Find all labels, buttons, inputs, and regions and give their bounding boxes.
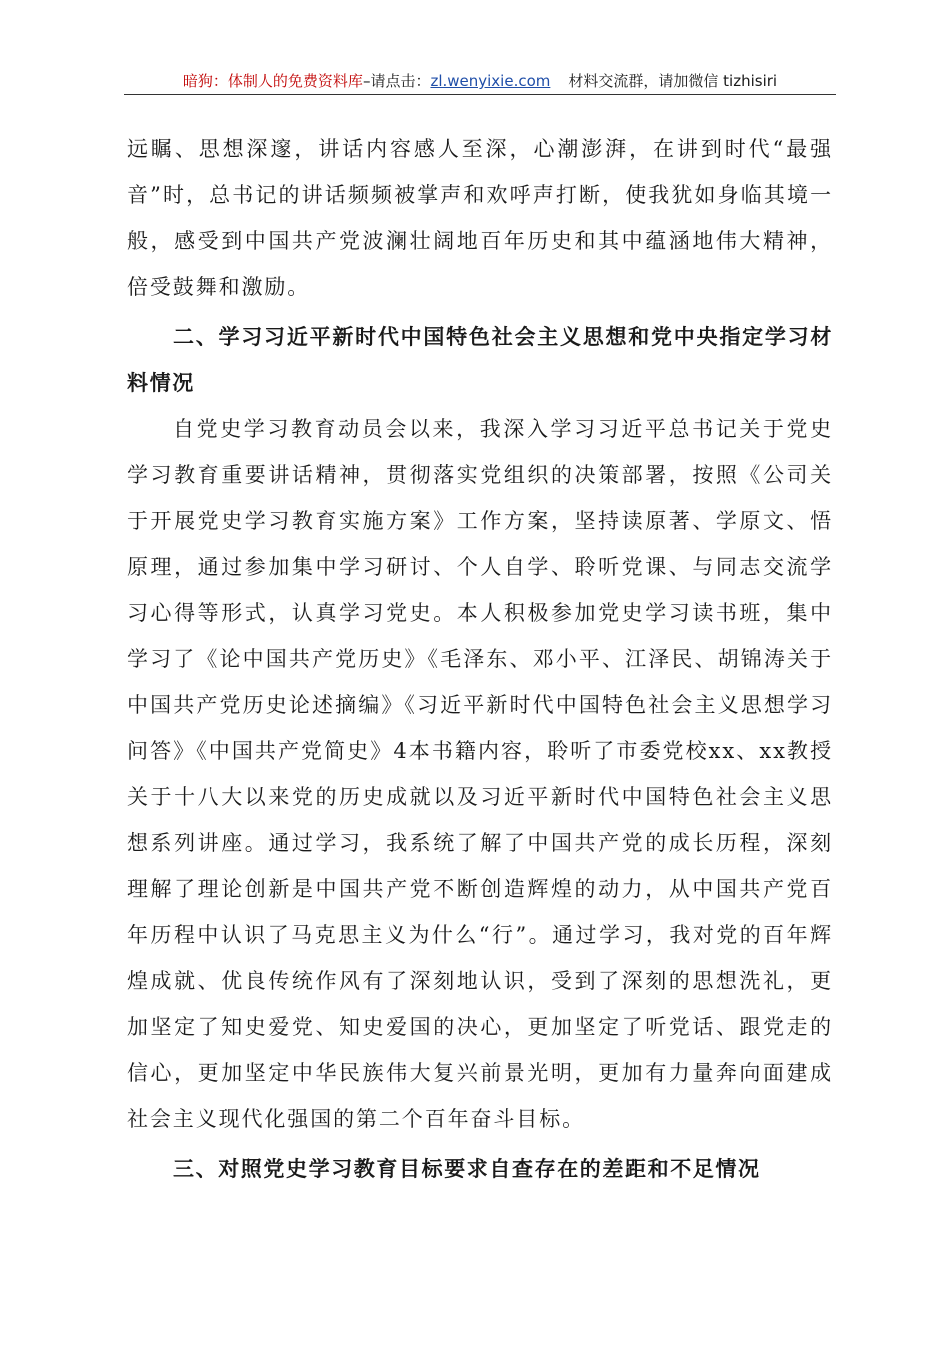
page-header bbox=[124, 68, 836, 95]
header-group-note: 材料交流群，请加微信 tizhisiri bbox=[568, 72, 778, 90]
section-heading-3: 三、对照党史学习教育目标要求自查存在的差距和不足情况 bbox=[173, 1157, 761, 1181]
paragraph-continuation: 远瞩、思想深邃，讲话内容感人至深，心潮澎湃，在讲到时代“最强音”时，总书记的讲话频频被掌声和欢呼声打断，使我犹如身临其境一般，感受到中国共产党波澜壮阔地百年历史和其中蕴涵地伟大精神，倍受鼓舞和激励。 bbox=[127, 137, 833, 299]
paragraph-study-situation: 自党史学习教育动员会以来，我深入学习习近平总书记关于党史学习教育重要讲话精神，贯彻落实党组织的决策部署，按照《公司关于开展党史学习教育实施方案》工作方案，坚持读原著、学原文、悟原理，通过参加集中学习研讨、个人自学、聆听党课、与同志交流学习心得等形式，认真学习党史。本人积极参加党史学习读书班，集中学习了《论中国共产党历史》《毛泽东、邓小平、江泽民、胡锦涛关于中国共产党历史论述摘编》《习近平新时代中国特色社会主义思想学习问答》《中国共产党简史》4本书籍内容，聆听了市委党校xx、xx教授关于十八大以来党的历史成就以及习近平新时代中国特色社会主义思想系列讲座。通过学习，我系统了解了中国共产党的成长历程，深刻理解了理论创新是中国共产党不断创造辉煌的动力，从中国共产党百年历程中认识了马克思主义为什么“行”。通过学习，我对党的百年辉煌成就、优良传统作风有了深刻地认识，受到了深刻的思想洗礼，更加坚定了知史爱党、知史爱国的决心，更加坚定了听党话、跟党走的信心，更加坚定中华民族伟大复兴前景光明，更加有力量奔向面建成社会主义现代化强国的第二个百年奋斗目标。 bbox=[127, 417, 833, 1131]
section-heading-2: 二、学习习近平新时代中国特色社会主义思想和党中央指定学习材料情况 bbox=[127, 325, 833, 395]
header-brand: 暗狗：体制人的免费资料库 bbox=[182, 72, 363, 90]
header-prompt: –请点击： bbox=[362, 72, 431, 90]
header-link[interactable]: zl.wenyixie.com bbox=[430, 72, 551, 90]
document-body bbox=[127, 126, 833, 1192]
